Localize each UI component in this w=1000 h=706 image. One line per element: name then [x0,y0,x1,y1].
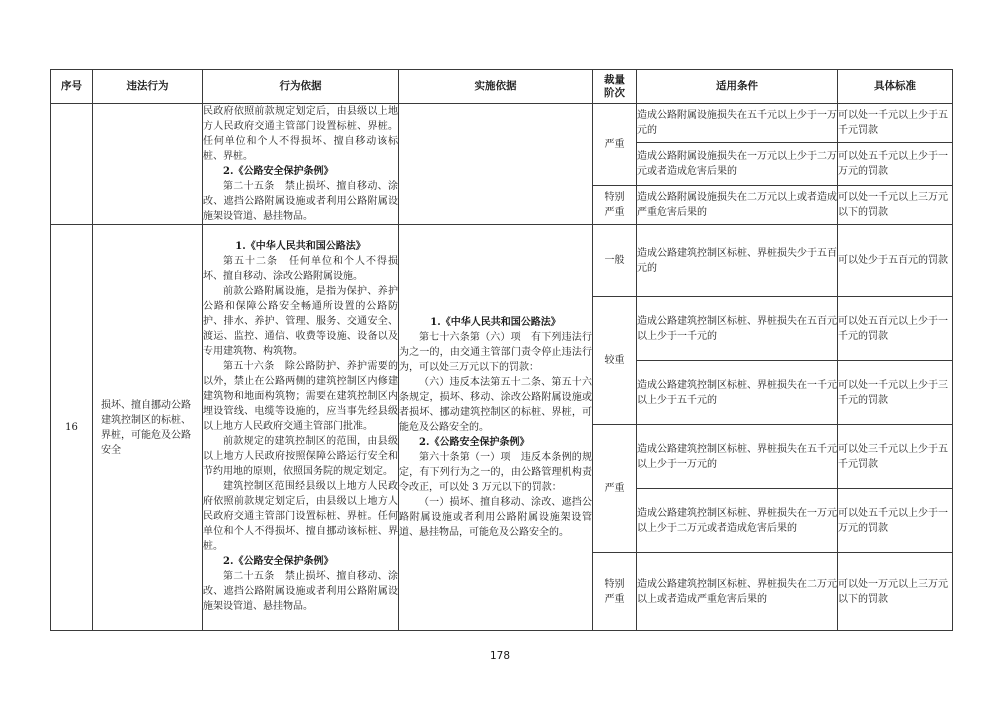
condition-cell: 造成公路建筑控制区标桩、界桩损失在一千元以上少于五千元的 [637,361,838,425]
legal-paragraph: 2.《公路安全保护条例》 [419,437,530,448]
impl-cell [399,104,593,225]
header-level: 裁量 阶次 [593,70,637,104]
legal-paragraph: 前款公路附属设施，是指为保护、养护公路和保障公路安全畅通所设置的公路防护、排水、养护、管理、服务、交通安全、渡运、监控、通信、收费等设施、设备以及专用建筑物、构筑物。 [203,286,398,357]
legal-paragraph: 民政府依照前款规定划定后，由县级以上地方人民政府交通主管部门设置标桩、界桩。任何单位和个人不得损坏、擅自移动该标桩、界桩。 [203,106,398,162]
table-row [51,225,953,297]
header-impl: 实施依据 [399,70,593,104]
legal-paragraph: 前款规定的建筑控制区的范围，由县级以上地方人民政府按照保障公路运行安全和节约用地的原则，依照国务院的规定划定。 [203,436,398,477]
basis-cell [203,104,399,225]
legal-paragraph: （六）违反本法第五十二条、第五十六条规定，损坏、移动、涂改公路附属设施或者损坏、挪动建筑控制区的标桩、界桩，可能危及公路安全的。 [399,377,592,433]
standard-cell: 可以处一千元以上三万元以下的罚款 [838,186,953,225]
condition-cell: 造成公路附属设施损失在五千元以上少于一万元的 [637,104,838,143]
legal-paragraph: 第五十二条 任何单位和个人不得损坏、擅自移动、涂改公路附属设施。 [203,256,398,282]
header-row [51,70,953,104]
legal-paragraph: 2.《公路安全保护条例》 [223,556,334,567]
legal-paragraph: （一）损坏、擅自移动、涂改、遮挡公路附属设施或者利用公路附属设施架设管道、悬挂物品，可能危及公路安全的。 [399,497,592,538]
standard-cell: 可以处一千元以上少于五千元罚款 [838,104,953,143]
condition-cell: 造成公路建筑控制区标桩、界桩损失少于五百元的 [637,225,838,297]
standard-cell: 可以处五千元以上少于一万元的罚款 [838,142,953,186]
standard-cell: 可以处五千元以上少于一万元的罚款 [838,489,953,553]
level-cell: 严重 [593,425,637,553]
page-number: 178 [489,650,511,662]
legal-paragraph: 第七十六条第（六）项 有下列违法行为之一的，由交通主管部门责令停止违法行为，可以处三万元以下的罚款： [399,332,592,373]
standard-cell: 可以处一千元以上少于三千元的罚款 [838,361,953,425]
header-std: 具体标准 [838,70,953,104]
standard-cell: 可以处一万元以上三万元以下的罚款 [838,553,953,631]
header-act: 违法行为 [93,70,203,104]
header-basis: 行为依据 [203,70,399,104]
no-cell: 16 [51,225,93,631]
legal-paragraph: 第六十条第（一）项 违反本条例的规定，有下列行为之一的，由公路管理机构责令改正，可以处 3 万元以下的罚款： [399,452,592,493]
table-row [51,104,953,143]
condition-cell: 造成公路建筑控制区标桩、界桩损失在一万元以上少于二万元或者造成危害后果的 [637,489,838,553]
level-cell: 严重 [593,104,637,186]
act-cell: 损坏、擅自挪动公路建筑控制区的标桩、界桩，可能危及公路安全 [93,225,203,631]
legal-paragraph: 第二十五条 禁止损坏、擅自移动、涂改、遮挡公路附属设施或者利用公路附属设施架设管道、悬挂物品。 [203,181,398,222]
basis-cell [203,225,399,631]
penalty-table [50,69,953,631]
header-no: 序号 [51,70,93,104]
condition-cell: 造成公路附属设施损失在二万元以上或者造成严重危害后果的 [637,186,838,225]
legal-paragraph: 2.《公路安全保护条例》 [223,166,334,177]
legal-paragraph: 第五十六条 除公路防护、养护需要的以外，禁止在公路两侧的建筑控制区内修建建筑物和地面构筑物；需要在建筑控制区内埋设管线、电缆等设施的，应当事先经县级以上地方人民政府交通主管部门批准。 [203,361,398,432]
legal-paragraph: 第二十五条 禁止损坏、擅自移动、涂改、遮挡公路附属设施或者利用公路附属设施架设管道、悬挂物品。 [203,571,398,612]
legal-paragraph: 1.《中华人民共和国公路法》 [235,241,366,252]
condition-cell: 造成公路建筑控制区标桩、界桩损失在二万元以上或者造成严重危害后果的 [637,553,838,631]
level-cell: 一般 [593,225,637,297]
standard-cell: 可以处三千元以上少于五千元罚款 [838,425,953,489]
level-cell: 较重 [593,297,637,425]
condition-cell: 造成公路附属设施损失在一万元以上少于二万元或者造成危害后果的 [637,142,838,186]
no-cell [51,104,93,225]
level-cell: 特别 严重 [593,553,637,631]
legal-paragraph: 1.《中华人民共和国公路法》 [430,317,561,328]
condition-cell: 造成公路建筑控制区标桩、界桩损失在五百元以上少于一千元的 [637,297,838,361]
legal-paragraph: 建筑控制区范围经县级以上地方人民政府依照前款规定划定后，由县级以上地方人民政府交通主管部门设置标桩、界桩。任何单位和个人不得损坏、擅自挪动该标桩、界桩。 [203,481,398,552]
standard-cell: 可以处少于五百元的罚款 [838,225,953,297]
standard-cell: 可以处五百元以上少于一千元的罚款 [838,297,953,361]
header-cond: 适用条件 [637,70,838,104]
act-cell [93,104,203,225]
condition-cell: 造成公路建筑控制区标桩、界桩损失在五千元以上少于一万元的 [637,425,838,489]
level-cell: 特别 严重 [593,186,637,225]
impl-cell [399,225,593,631]
